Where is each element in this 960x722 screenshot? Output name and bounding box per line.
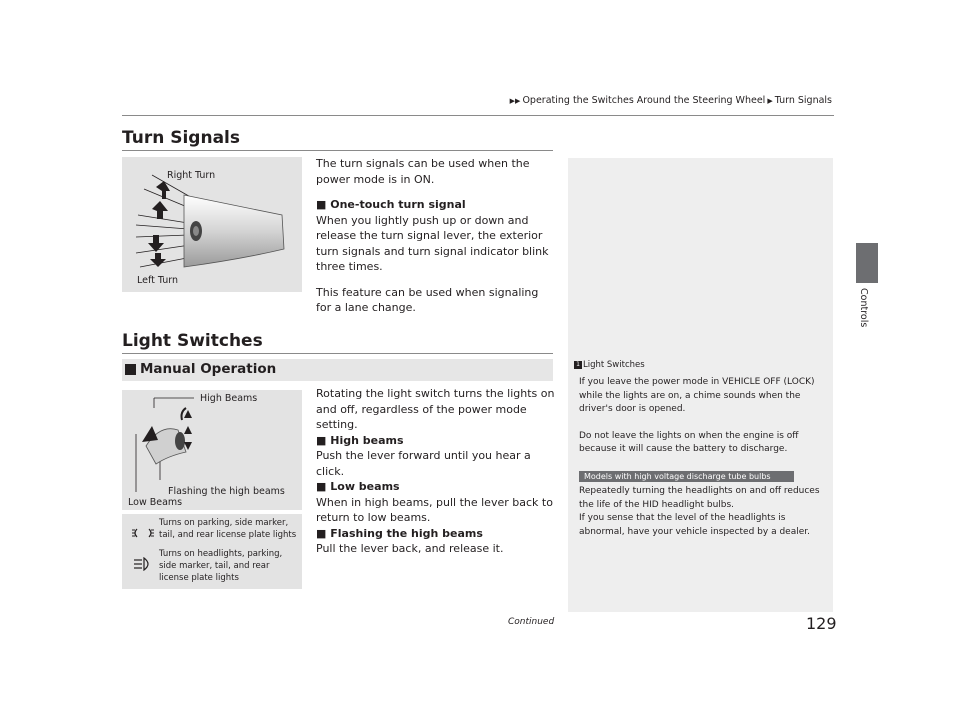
arrow-icon: ▶: [767, 97, 773, 105]
chapter-tab: [856, 243, 878, 283]
note-para-1: If you leave the power mode in VEHICLE OFF (LOCK) while the lights are on, a chime sounds when the driver's door is opened.: [579, 377, 815, 414]
note-para-4: If you sense that the level of the headlights is abnormal, have your vehicle inspected by a dealer.: [579, 513, 810, 537]
bullet-square-icon: ■: [316, 433, 327, 447]
header-rule: [122, 115, 834, 116]
note-para-3: Repeatedly turning the headlights on and off reduces the life of the HID headlight bulbs.: [579, 486, 820, 510]
breadcrumb: [508, 95, 832, 106]
light-switches-body: [316, 386, 556, 557]
high-beams-title: High beams: [330, 433, 404, 447]
manual-operation-bar: [122, 359, 553, 381]
bullet-square-icon: ■: [316, 526, 327, 540]
flashing-text: Pull the lever back, and release it.: [316, 542, 504, 555]
turn-signals-rule: [122, 150, 553, 151]
bullet-square-icon: ■: [316, 198, 327, 211]
breadcrumb-topic: Turn Signals: [774, 95, 832, 106]
bullet-square-icon: ■: [316, 480, 327, 493]
double-arrow-icon: ▶▶: [509, 97, 521, 105]
note-title: [574, 360, 645, 370]
manual-operation-title: Manual Operation: [140, 361, 277, 377]
lane-change-text: This feature can be used when signaling for a lane change.: [316, 285, 539, 314]
note-para-2: Do not leave the lights on when the engine is off because it will cause the battery to discharge.: [579, 430, 799, 454]
turn-signals-body: [316, 156, 556, 316]
high-beams-heading: [316, 433, 556, 449]
page-number: 129: [806, 614, 837, 633]
left-turn-label: Left Turn: [137, 275, 179, 286]
breadcrumb-section: Operating the Switches Around the Steering Wheel: [522, 95, 766, 106]
flashing-title: Flashing the high beams: [330, 526, 483, 540]
turn-signals-intro: The turn signals can be used when the power mode is in ON.: [316, 157, 530, 186]
note-body-bottom: [579, 485, 829, 539]
flashing-label: Flashing the high beams: [168, 486, 285, 497]
turn-signals-heading: Turn Signals: [122, 128, 240, 148]
indicator-headlight-label: Turns on headlights, parking, side marker, tail, and rear license plate lights: [159, 549, 283, 583]
note-number: 1: [574, 361, 582, 369]
light-switches-intro: Rotating the light switch turns the lights on and off, regardless of the power mode setting.: [316, 387, 555, 431]
light-switches-heading: Light Switches: [122, 331, 263, 351]
headlight-icon: [132, 557, 154, 571]
high-beams-label: High Beams: [200, 393, 258, 404]
right-turn-label: Right Turn: [167, 170, 216, 181]
low-beams-title: Low beams: [330, 480, 400, 493]
one-touch-heading: [316, 197, 556, 213]
continued-label: Continued: [508, 617, 555, 627]
indicator-parking-label: Turns on parking, side marker, tail, and rear license plate lights: [159, 518, 297, 540]
low-beams-heading: [316, 479, 556, 495]
model-badge: Models with high voltage discharge tube bulbs: [579, 471, 794, 482]
note-body-top: [579, 376, 829, 457]
one-touch-text: When you lightly push up or down and release the turn signal lever, the exterior turn signals and turn signal indicator blink three times.: [316, 213, 549, 273]
light-switches-rule: [122, 353, 553, 354]
note-title-text: Light Switches: [583, 360, 645, 370]
flashing-heading: [316, 526, 556, 542]
high-beams-text: Push the lever forward until you hear a click.: [316, 449, 531, 478]
parking-light-icon: [132, 526, 154, 540]
section-square-icon: [125, 364, 136, 375]
indicator-headlight: [122, 545, 302, 589]
chapter-label: Controls: [858, 288, 869, 328]
one-touch-title: One-touch turn signal: [330, 198, 466, 211]
low-beams-label: Low Beams: [128, 497, 183, 508]
low-beams-text: When in high beams, pull the lever back to return to low beams.: [316, 495, 553, 524]
